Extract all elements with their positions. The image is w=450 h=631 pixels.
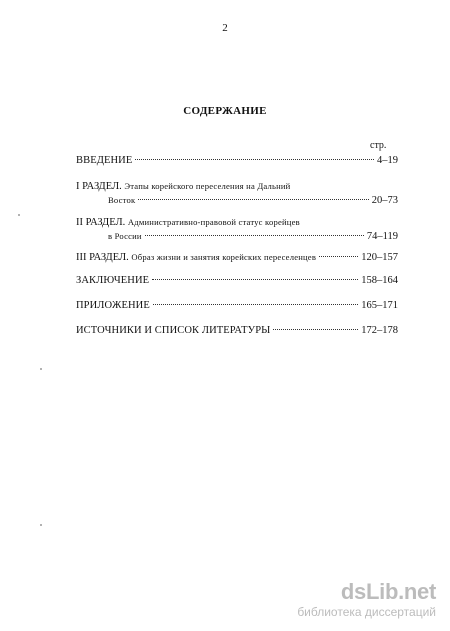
toc-entry-title: ВВЕДЕНИЕ [76,155,133,166]
toc-entry-section-1[interactable] [76,181,398,209]
toc-entry-section-3[interactable] [76,252,398,266]
toc-entry-title: Этапы корейского переселения на Дальний [124,181,291,191]
toc-entry-pages: 74–119 [366,231,398,242]
scan-speck [40,524,42,526]
toc-entry-pages: 172–178 [361,325,398,336]
toc-entry-pages: 120–157 [361,252,398,263]
toc-entry-conclusion[interactable] [76,275,398,289]
toc-entry-pages: 20–73 [371,195,398,206]
toc-entry-title: ИСТОЧНИКИ И СПИСОК ЛИТЕРАТУРЫ [76,325,271,336]
dot-leader [152,279,358,280]
toc-entry-appendix[interactable] [76,300,398,314]
scan-speck [40,368,42,370]
dot-leader [138,199,368,200]
dot-leader [135,159,374,160]
page-number: 2 [222,22,228,34]
pages-column-label: стр. [370,140,387,151]
toc-entry-title-continued: в России [108,231,142,241]
toc-entry-title: ПРИЛОЖЕНИЕ [76,300,150,311]
toc-entry-pages: 165–171 [361,300,398,311]
dot-leader [319,256,358,257]
toc-entry-lead: I РАЗДЕЛ. [76,181,122,192]
toc-entry-section-2[interactable] [76,217,398,245]
toc-entry-pages: 4–19 [377,155,398,166]
dot-leader [145,235,364,236]
toc-entry-title-continued: Восток [108,195,136,205]
toc-entry-title: Административно-правовой статус корейцев [127,217,300,227]
toc-entry-title: ЗАКЛЮЧЕНИЕ [76,275,150,286]
toc-entry-sources[interactable] [76,325,398,339]
toc-entry-introduction[interactable] [76,155,398,169]
scan-speck [18,214,20,216]
dot-leader [273,329,358,330]
toc-entry-pages: 158–164 [361,275,398,286]
toc-entry-title: Образ жизни и занятия корейских переселенцев [131,252,317,262]
watermark [297,581,436,619]
toc-entry-lead: II РАЗДЕЛ. [76,217,126,228]
page-title: СОДЕРЖАНИЕ [183,105,267,117]
watermark-subtitle: библиотека диссертаций [297,605,436,619]
toc-entry-lead: III РАЗДЕЛ. [76,252,129,263]
watermark-logo: dsLib.net [340,579,436,604]
dot-leader [153,304,358,305]
